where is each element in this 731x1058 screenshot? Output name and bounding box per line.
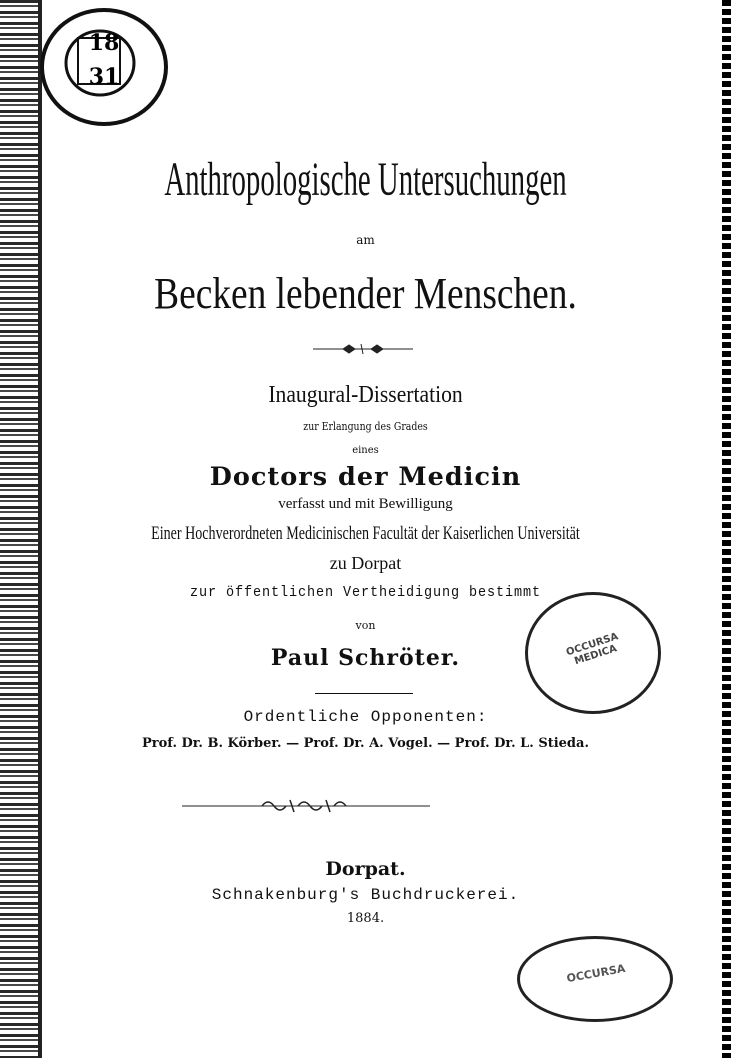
library-stamp-top <box>40 8 168 126</box>
author-rule <box>315 693 413 694</box>
title-line-2: Becken lebender Menschen. <box>154 269 577 318</box>
stamp-number-top: 18 <box>88 30 120 56</box>
library-stamp-bottom <box>517 936 673 1022</box>
imprint-printer: Schnakenburg's Buchdruckerei. <box>211 886 520 904</box>
library-stamp-right <box>525 592 661 714</box>
faculty-line: Einer Hochverordneten Medicinischen Facultät der Kaiserlichen Universität <box>151 523 580 544</box>
defense-line: zur öffentlichen Vertheidigung bestimmt <box>189 584 542 601</box>
stamp-bottom-text: OCCURSA <box>565 961 627 986</box>
imprint-city: Dorpat. <box>325 858 406 880</box>
title-line-1: Anthropologische Untersuchungen <box>164 153 567 206</box>
imprint-year: 1884. <box>346 911 385 926</box>
approval-line: verfasst und mit Bewilligung <box>278 496 453 512</box>
author-name: Paul Schröter. <box>270 645 461 671</box>
ornament-divider-top <box>313 342 413 356</box>
opponents-list: Prof. Dr. B. Körber. — Prof. Dr. A. Vogel. — Prof. Dr. L. Stieda. <box>142 736 589 751</box>
stamp-right-text: OCCURSA MEDICA <box>564 631 620 668</box>
stamp-number-bottom: 31 <box>88 64 120 90</box>
purpose-line: zur Erlangung des Grades <box>303 420 428 433</box>
ornament-divider-bottom <box>182 797 430 815</box>
purpose-connector: eines <box>352 445 379 456</box>
degree: Doctors der Medicin <box>209 462 522 491</box>
place-line: zu Dorpat <box>329 553 402 573</box>
opponents-heading: Ordentliche Opponenten: <box>243 708 488 726</box>
dissertation-label: Inaugural-Dissertation <box>268 382 463 408</box>
title-connector: am <box>356 233 375 247</box>
author-connector: von <box>355 619 376 632</box>
